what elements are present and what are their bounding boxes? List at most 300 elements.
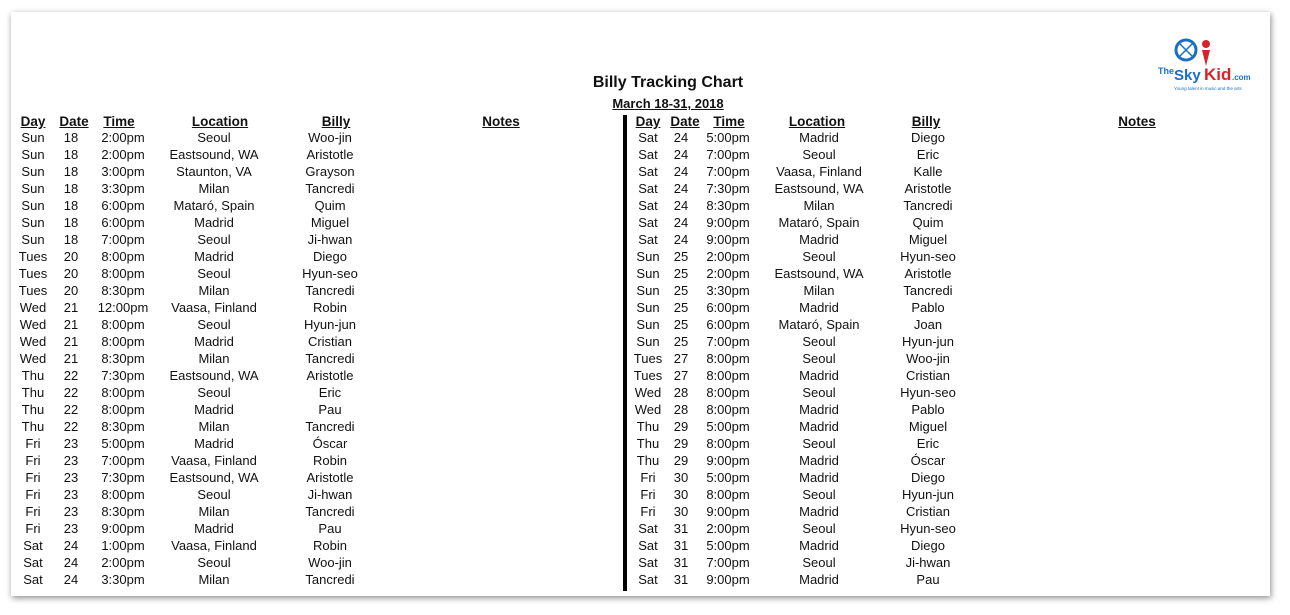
billy-cell: Grayson [305, 164, 355, 179]
day-cell: Fri [25, 453, 41, 468]
date-cell: 24 [673, 181, 689, 196]
billy-cell: Tancredi [305, 351, 355, 366]
time-cell: 3:30pm [101, 181, 145, 196]
billy-cell: Tancredi [305, 283, 355, 298]
time-cell: 7:00pm [101, 453, 145, 468]
location-cell: Seoul [802, 385, 836, 400]
billy-cell: Joan [913, 317, 943, 332]
billy-cell: Aristotle [904, 181, 952, 196]
location-cell: Seoul [197, 130, 231, 145]
billy-cell: Tancredi [305, 504, 355, 519]
date-cell: 22 [63, 368, 79, 383]
billy-cell: Woo-jin [308, 555, 352, 570]
date-cell: 22 [63, 419, 79, 434]
billy-cell: Tancredi [305, 181, 355, 196]
left-table-row [18, 350, 384, 367]
time-cell: 8:00pm [706, 385, 750, 400]
right-table-row [633, 265, 975, 282]
date-cell: 31 [673, 555, 689, 570]
time-cell: 8:30pm [101, 351, 145, 366]
left-table-row [18, 435, 384, 452]
time-cell: 9:00pm [706, 232, 750, 247]
location-cell: Seoul [197, 232, 231, 247]
time-cell: 9:00pm [706, 504, 750, 519]
billy-cell: Cristian [307, 334, 353, 349]
day-cell: Fri [25, 487, 41, 502]
left-header-date: Date [59, 114, 89, 129]
day-cell: Wed [19, 317, 47, 332]
right-table-row [633, 282, 975, 299]
right-table-row [633, 469, 975, 486]
date-cell: 18 [63, 181, 79, 196]
billy-cell: Hyun-seo [900, 249, 956, 264]
right-table-row [633, 418, 975, 435]
date-cell: 18 [63, 232, 79, 247]
left-header-location: Location [191, 114, 249, 129]
time-cell: 9:00pm [706, 572, 750, 587]
left-table-row [18, 401, 384, 418]
time-cell: 5:00pm [101, 436, 145, 451]
location-cell: Madrid [799, 538, 839, 553]
time-cell: 2:00pm [706, 266, 750, 281]
billy-cell: Woo-jin [906, 351, 950, 366]
location-cell: Seoul [802, 249, 836, 264]
left-table-row [18, 248, 384, 265]
day-cell: Sat [638, 198, 658, 213]
date-cell: 30 [673, 470, 689, 485]
time-cell: 6:00pm [706, 317, 750, 332]
location-cell: Mataró, Spain [778, 317, 860, 332]
billy-cell: Woo-jin [308, 130, 352, 145]
billy-cell: Miguel [908, 419, 948, 434]
day-cell: Wed [19, 334, 47, 349]
date-cell: 23 [63, 470, 79, 485]
billy-cell: Cristian [905, 368, 951, 383]
location-cell: Madrid [799, 130, 839, 145]
left-table-row [18, 520, 384, 537]
day-cell: Wed [634, 402, 662, 417]
billy-cell: Hyun-jun [303, 317, 357, 332]
time-cell: 6:00pm [706, 300, 750, 315]
time-cell: 8:00pm [706, 487, 750, 502]
time-cell: 7:30pm [706, 181, 750, 196]
logo-the: The [1158, 66, 1175, 76]
billy-cell: Pablo [911, 300, 945, 315]
date-cell: 25 [673, 283, 689, 298]
billy-cell: Ji-hwan [905, 555, 951, 570]
right-table-row [633, 537, 975, 554]
left-table-row [18, 469, 384, 486]
location-cell: Seoul [802, 555, 836, 570]
left-header-notes: Notes [482, 114, 520, 129]
right-header-time: Time [713, 114, 745, 129]
day-cell: Sun [21, 198, 45, 213]
date-cell: 24 [673, 164, 689, 179]
date-cell: 24 [673, 215, 689, 230]
left-table-row [18, 146, 384, 163]
right-table-row [633, 299, 975, 316]
time-cell: 8:30pm [101, 283, 145, 298]
day-cell: Sat [638, 232, 658, 247]
time-cell: 7:00pm [101, 232, 145, 247]
right-table-row [633, 180, 975, 197]
billy-cell: Pau [916, 572, 940, 587]
day-cell: Sun [636, 300, 660, 315]
time-cell: 7:30pm [101, 470, 145, 485]
day-cell: Sat [638, 521, 658, 536]
billy-cell: Diego [313, 249, 347, 264]
right-table-row [633, 435, 975, 452]
right-table-row [633, 571, 975, 588]
location-cell: Seoul [197, 555, 231, 570]
date-cell: 30 [673, 504, 689, 519]
day-cell: Tues [18, 266, 48, 281]
billy-cell: Hyun-seo [900, 385, 956, 400]
day-cell: Wed [634, 385, 662, 400]
date-cell: 25 [673, 334, 689, 349]
location-cell: Madrid [799, 402, 839, 417]
left-table-row [18, 214, 384, 231]
right-table-row [633, 350, 975, 367]
time-cell: 3:00pm [101, 164, 145, 179]
location-cell: Mataró, Spain [173, 198, 255, 213]
day-cell: Fri [25, 521, 41, 536]
right-table-row [633, 520, 975, 537]
time-cell: 8:00pm [706, 368, 750, 383]
right-table-row [633, 503, 975, 520]
left-table-row [18, 333, 384, 350]
date-cell: 29 [673, 436, 689, 451]
billy-cell: Óscar [910, 453, 946, 468]
day-cell: Fri [25, 436, 41, 451]
location-cell: Madrid [194, 402, 234, 417]
right-table-row [633, 197, 975, 214]
day-cell: Thu [21, 402, 45, 417]
location-cell: Seoul [802, 487, 836, 502]
location-cell: Madrid [799, 453, 839, 468]
date-cell: 24 [63, 555, 79, 570]
location-cell: Madrid [799, 368, 839, 383]
billy-cell: Hyun-jun [901, 334, 955, 349]
location-cell: Madrid [194, 334, 234, 349]
time-cell: 7:30pm [101, 368, 145, 383]
time-cell: 9:00pm [101, 521, 145, 536]
logo-sky: Sky [1174, 67, 1201, 84]
location-cell: Madrid [194, 521, 234, 536]
time-cell: 5:00pm [706, 419, 750, 434]
right-table-row [633, 146, 975, 163]
right-table-row [633, 248, 975, 265]
billy-cell: Robin [313, 300, 347, 315]
day-cell: Thu [636, 453, 660, 468]
right-table-row [633, 333, 975, 350]
time-cell: 8:00pm [101, 487, 145, 502]
day-cell: Sun [21, 215, 45, 230]
billy-cell: Miguel [908, 232, 948, 247]
billy-cell: Hyun-jun [901, 487, 955, 502]
time-cell: 8:30pm [101, 419, 145, 434]
date-cell: 23 [63, 487, 79, 502]
date-cell: 29 [673, 419, 689, 434]
billy-cell: Robin [313, 538, 347, 553]
date-cell: 24 [63, 572, 79, 587]
location-cell: Seoul [802, 521, 836, 536]
left-table-row [18, 265, 384, 282]
day-cell: Sat [23, 555, 43, 570]
time-cell: 5:00pm [706, 130, 750, 145]
time-cell: 8:00pm [101, 334, 145, 349]
time-cell: 5:00pm [706, 470, 750, 485]
date-cell: 20 [63, 283, 79, 298]
time-cell: 12:00pm [97, 300, 149, 315]
day-cell: Thu [21, 385, 45, 400]
billy-cell: Diego [911, 470, 945, 485]
right-header-date: Date [670, 114, 700, 129]
right-table-row [633, 214, 975, 231]
location-cell: Eastsound, WA [169, 470, 259, 485]
billy-cell: Miguel [310, 215, 350, 230]
right-table-row [633, 401, 975, 418]
page-title: Billy Tracking Chart [592, 74, 744, 91]
location-cell: Vaasa, Finland [776, 164, 862, 179]
day-cell: Wed [19, 351, 47, 366]
left-header-billy: Billy [321, 114, 351, 129]
left-table-row [18, 537, 384, 554]
day-cell: Sat [638, 538, 658, 553]
day-cell: Fri [640, 470, 656, 485]
left-table-row [18, 180, 384, 197]
logo-kid: Kid [1204, 65, 1232, 84]
day-cell: Sat [638, 181, 658, 196]
right-header-notes: Notes [1118, 114, 1156, 129]
billy-cell: Tancredi [305, 572, 355, 587]
billy-cell: Pablo [911, 402, 945, 417]
billy-cell: Aristotle [904, 266, 952, 281]
location-cell: Eastsound, WA [169, 147, 259, 162]
date-cell: 18 [63, 130, 79, 145]
date-cell: 18 [63, 215, 79, 230]
logo-tagline: Young talent in music and the arts [1174, 86, 1242, 91]
date-cell: 24 [673, 198, 689, 213]
date-cell: 24 [673, 232, 689, 247]
left-table-row [18, 163, 384, 180]
left-table-row [18, 197, 384, 214]
time-cell: 8:00pm [706, 351, 750, 366]
location-cell: Seoul [197, 266, 231, 281]
date-cell: 23 [63, 453, 79, 468]
date-cell: 21 [63, 300, 79, 315]
left-table-row [18, 554, 384, 571]
date-cell: 23 [63, 521, 79, 536]
day-cell: Sat [638, 572, 658, 587]
location-cell: Madrid [799, 300, 839, 315]
billy-cell: Óscar [312, 436, 348, 451]
time-cell: 2:00pm [101, 130, 145, 145]
billy-cell: Pau [318, 521, 342, 536]
left-table-row [18, 231, 384, 248]
location-cell: Milan [803, 198, 835, 213]
day-cell: Sun [636, 249, 660, 264]
time-cell: 8:00pm [706, 436, 750, 451]
location-cell: Madrid [799, 572, 839, 587]
time-cell: 7:00pm [706, 164, 750, 179]
billy-cell: Pau [318, 402, 342, 417]
left-header-time: Time [103, 114, 135, 129]
location-cell: Staunton, VA [176, 164, 252, 179]
time-cell: 8:00pm [101, 317, 145, 332]
day-cell: Sat [638, 130, 658, 145]
time-cell: 6:00pm [101, 198, 145, 213]
location-cell: Milan [198, 572, 230, 587]
right-table-row [633, 129, 975, 146]
left-table-row [18, 282, 384, 299]
location-cell: Madrid [799, 470, 839, 485]
billy-cell: Eric [916, 436, 940, 451]
date-cell: 25 [673, 300, 689, 315]
date-cell: 27 [673, 368, 689, 383]
day-cell: Sun [636, 266, 660, 281]
location-cell: Seoul [197, 487, 231, 502]
billy-cell: Eric [916, 147, 940, 162]
day-cell: Thu [636, 419, 660, 434]
right-table-row [633, 231, 975, 248]
day-cell: Sat [23, 538, 43, 553]
day-cell: Tues [633, 351, 663, 366]
billy-cell: Hyun-seo [900, 521, 956, 536]
location-cell: Mataró, Spain [778, 215, 860, 230]
billy-cell: Quim [912, 215, 944, 230]
billy-cell: Quim [314, 198, 346, 213]
day-cell: Tues [633, 368, 663, 383]
date-cell: 25 [673, 266, 689, 281]
page-subtitle: March 18-31, 2018 [612, 96, 724, 111]
day-cell: Sat [638, 215, 658, 230]
date-cell: 27 [673, 351, 689, 366]
billy-cell: Aristotle [306, 147, 354, 162]
time-cell: 2:00pm [101, 147, 145, 162]
left-table-row [18, 503, 384, 520]
date-cell: 25 [673, 249, 689, 264]
day-cell: Fri [25, 504, 41, 519]
location-cell: Seoul [802, 436, 836, 451]
left-table-row [18, 452, 384, 469]
day-cell: Sun [636, 317, 660, 332]
location-cell: Milan [198, 181, 230, 196]
location-cell: Madrid [799, 232, 839, 247]
billy-cell: Cristian [905, 504, 951, 519]
left-schedule-table [18, 129, 384, 588]
day-cell: Thu [21, 419, 45, 434]
date-cell: 24 [673, 147, 689, 162]
right-header-billy: Billy [911, 114, 941, 129]
date-cell: 18 [63, 164, 79, 179]
day-cell: Sat [638, 147, 658, 162]
time-cell: 1:00pm [101, 538, 145, 553]
billy-cell: Diego [911, 130, 945, 145]
time-cell: 8:00pm [101, 266, 145, 281]
date-cell: 28 [673, 402, 689, 417]
date-cell: 31 [673, 538, 689, 553]
time-cell: 8:00pm [706, 402, 750, 417]
location-cell: Seoul [802, 334, 836, 349]
right-table-row [633, 554, 975, 571]
day-cell: Tues [18, 249, 48, 264]
time-cell: 7:00pm [706, 147, 750, 162]
left-table-row [18, 418, 384, 435]
billy-cell: Kalle [913, 164, 943, 179]
left-table-row [18, 367, 384, 384]
right-header-day: Day [635, 114, 661, 129]
location-cell: Milan [198, 419, 230, 434]
location-cell: Vaasa, Finland [171, 300, 257, 315]
date-cell: 28 [673, 385, 689, 400]
logo-com: .com [1232, 73, 1251, 82]
day-cell: Wed [19, 300, 47, 315]
time-cell: 8:00pm [101, 385, 145, 400]
time-cell: 5:00pm [706, 538, 750, 553]
logo-figure-icon [1176, 40, 1210, 66]
location-cell: Vaasa, Finland [171, 538, 257, 553]
right-table-row [633, 452, 975, 469]
day-cell: Sun [21, 232, 45, 247]
right-table-row [633, 316, 975, 333]
time-cell: 8:30pm [706, 198, 750, 213]
day-cell: Sun [21, 130, 45, 145]
time-cell: 6:00pm [101, 215, 145, 230]
time-cell: 2:00pm [101, 555, 145, 570]
left-table-row [18, 316, 384, 333]
day-cell: Sun [21, 147, 45, 162]
date-cell: 21 [63, 334, 79, 349]
billy-cell: Robin [313, 453, 347, 468]
time-cell: 2:00pm [706, 249, 750, 264]
time-cell: 3:30pm [706, 283, 750, 298]
time-cell: 9:00pm [706, 215, 750, 230]
right-table-row [633, 486, 975, 503]
date-cell: 22 [63, 385, 79, 400]
document-page [11, 12, 1270, 596]
date-cell: 24 [673, 130, 689, 145]
left-table-row [18, 129, 384, 146]
billy-cell: Tancredi [305, 419, 355, 434]
day-cell: Sun [21, 164, 45, 179]
day-cell: Thu [21, 368, 45, 383]
location-cell: Madrid [799, 419, 839, 434]
left-header-day: Day [20, 114, 46, 129]
date-cell: 22 [63, 402, 79, 417]
billy-cell: Tancredi [903, 283, 953, 298]
location-cell: Seoul [197, 385, 231, 400]
day-cell: Tues [18, 283, 48, 298]
location-cell: Milan [803, 283, 835, 298]
skykid-logo [1156, 36, 1266, 100]
date-cell: 20 [63, 266, 79, 281]
day-cell: Fri [25, 470, 41, 485]
left-table-row [18, 486, 384, 503]
location-cell: Milan [198, 283, 230, 298]
day-cell: Sat [23, 572, 43, 587]
location-cell: Milan [198, 504, 230, 519]
date-cell: 20 [63, 249, 79, 264]
column-divider [623, 115, 627, 591]
time-cell: 8:30pm [101, 504, 145, 519]
location-cell: Eastsound, WA [774, 266, 864, 281]
right-schedule-table [633, 129, 975, 588]
time-cell: 9:00pm [706, 453, 750, 468]
right-header-location: Location [788, 114, 846, 129]
billy-cell: Aristotle [306, 470, 354, 485]
day-cell: Sun [636, 283, 660, 298]
